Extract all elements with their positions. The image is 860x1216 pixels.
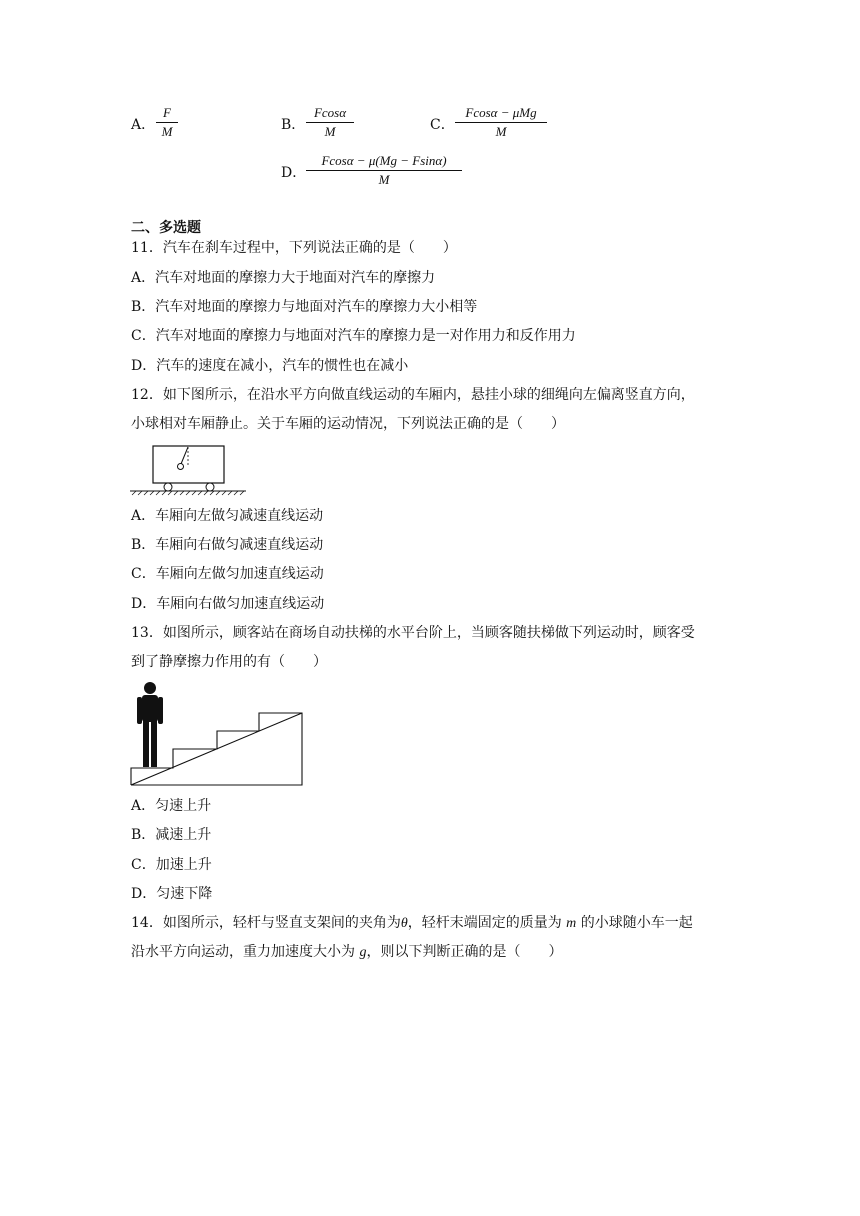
q10-option-d-fraction	[306, 152, 462, 189]
q12-option-a: A．车厢向左做匀减速直线运动	[131, 508, 324, 524]
q14-stem-line2	[131, 942, 562, 963]
q14-stem-line1	[131, 913, 693, 934]
q13-stem-line2: 到了静摩擦力作用的有（ ）	[131, 654, 327, 670]
q14-text-1c: 的小球随小车一起	[580, 915, 693, 931]
string	[181, 447, 188, 464]
q11-option-c: C．汽车对地面的摩擦力与地面对汽车的摩擦力是一对作用力和反作用力	[131, 328, 576, 344]
q11-option-b: B．汽车对地面的摩擦力与地面对汽车的摩擦力大小相等	[131, 299, 478, 315]
q10-option-c-denominator: M	[495, 124, 507, 139]
q10-option-c-label: C．	[430, 117, 455, 133]
ground-hatching	[132, 491, 244, 495]
q13-option-d: D．匀速下降	[131, 886, 213, 902]
carriage-body	[153, 446, 224, 483]
q10-option-b-fraction	[306, 104, 354, 141]
q10-option-b-denominator: M	[324, 124, 336, 139]
hanging-ball	[178, 464, 184, 470]
q10-option-d-label: D．	[281, 165, 307, 181]
escalator-diagram	[128, 680, 306, 790]
q12-stem-line1: 12．如下图所示，在沿水平方向做直线运动的车厢内，悬挂小球的细绳向左偏离竖直方向，	[131, 387, 695, 403]
q13-option-b: B．减速上升	[131, 827, 212, 843]
customer-silhouette	[137, 682, 163, 767]
q10-option-a-label: A．	[131, 117, 156, 133]
q13-option-c: C．加速上升	[131, 857, 212, 873]
q13-stem-line1: 13．如图所示，顾客站在商场自动扶梯的水平台阶上，当顾客随扶梯做下列运动时，顾客受	[131, 625, 695, 641]
wheel-right	[206, 483, 214, 491]
q14-text-1b: ，轻杆末端固定的质量为	[407, 915, 562, 931]
q10-option-b-numerator: Fcosα	[306, 104, 354, 123]
q12-option-c: C．车厢向左做匀加速直线运动	[131, 566, 324, 582]
q14-mass-symbol: m	[566, 916, 577, 931]
q14-text-1a: 14．如图所示，轻杆与竖直支架间的夹角为	[131, 915, 401, 931]
q11-option-a: A．汽车对地面的摩擦力大于地面对汽车的摩擦力	[131, 270, 436, 286]
q12-stem-line2: 小球相对车厢静止。关于车厢的运动情况，下列说法正确的是（ ）	[131, 416, 565, 432]
q10-option-a-denominator: M	[161, 124, 173, 139]
q12-option-b: B．车厢向右做匀减速直线运动	[131, 537, 324, 553]
q10-option-c-numerator: Fcosα − μMg	[455, 104, 547, 123]
q10-option-a-fraction	[156, 104, 178, 141]
q10-option-a-numerator: F	[156, 104, 178, 123]
q14-text-2b: ，则以下判断正确的是（ ）	[366, 944, 563, 960]
section-title: 二、多选题	[131, 220, 201, 236]
q10-option-d-denominator: M	[378, 172, 390, 187]
q13-option-a: A．匀速上升	[131, 798, 212, 814]
carriage-diagram	[128, 442, 250, 498]
q14-text-2a: 沿水平方向运动，重力加速度大小为	[131, 944, 355, 960]
q10-option-d-numerator: Fcosα − μ(Mg − Fsinα)	[306, 152, 462, 171]
q10-option-c-fraction	[455, 104, 547, 141]
q11-option-d: D．汽车的速度在减小，汽车的惯性也在减小	[131, 358, 409, 374]
q12-option-d: D．车厢向右做匀加速直线运动	[131, 596, 325, 612]
q10-option-b-label: B．	[281, 117, 306, 133]
q14-gravity-symbol: g	[359, 945, 367, 960]
q14-theta: θ	[400, 916, 408, 931]
q11-stem: 11．汽车在刹车过程中，下列说法正确的是（ ）	[131, 240, 457, 256]
wheel-left	[164, 483, 172, 491]
